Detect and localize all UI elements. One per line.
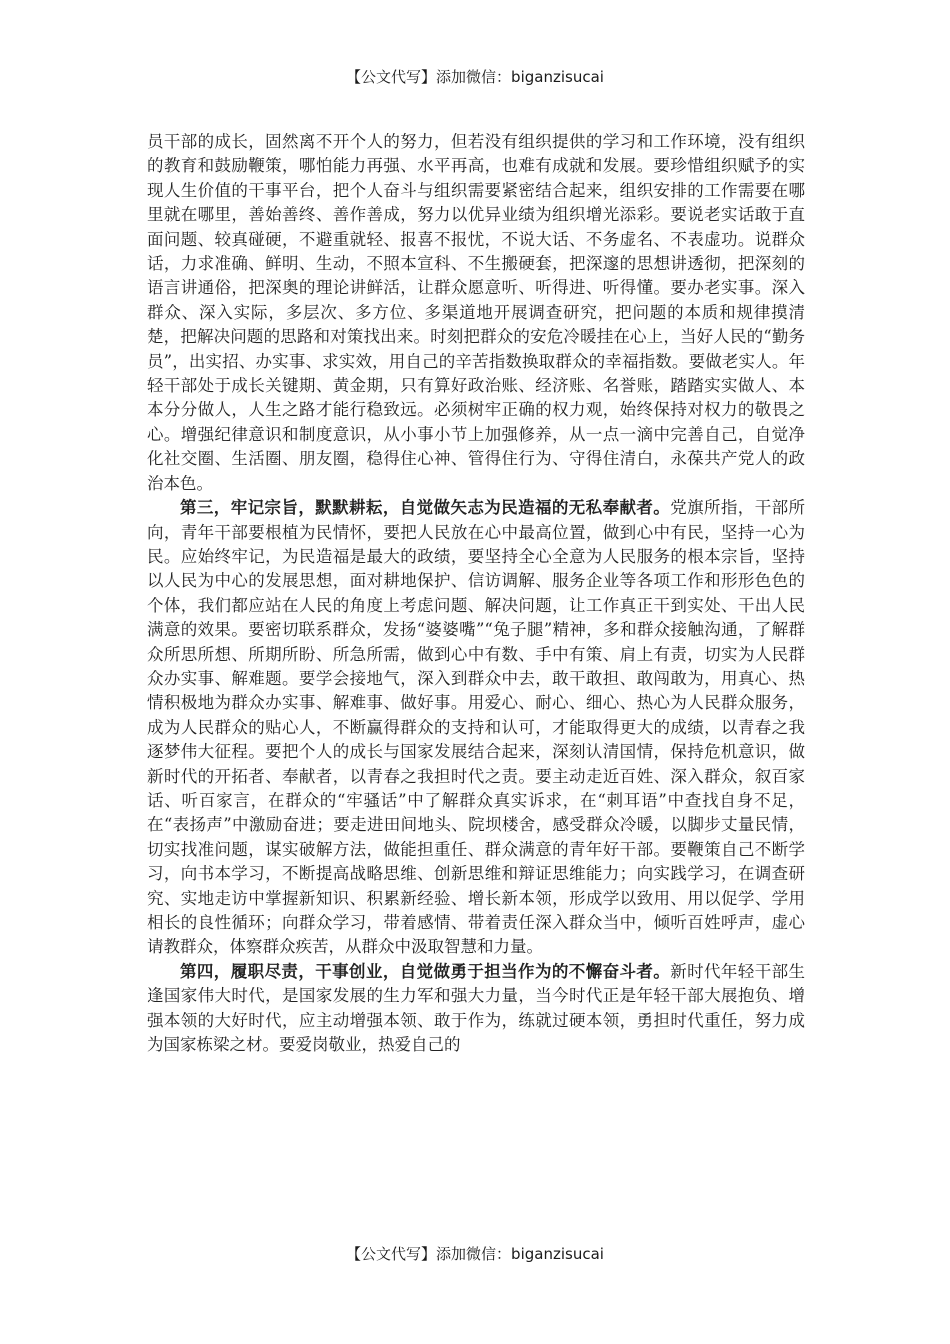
- paragraph-continued: 员干部的成长，固然离不开个人的努力，但若没有组织提供的学习和工作环境，没有组织的教育和鼓励鞭策，哪怕能力再强、水平再高，也难有成就和发展。要珍惜组织赋予的实现人生价值的干事平台，把个人奋斗与组织需要紧密结合起来，组织安排的工作需要在哪里就在哪里，善始善终、善作善成，努力以优异业绩为组织增光添彩。要说老实话敢于直面问题、较真碰硬，不避重就轻、报喜不报忧，不说大话、不务虚名、不表虚功。说群众话，力求准确、鲜明、生动，不照本宣科、不生搬硬套，把深邃的思想讲透彻，把深刻的语言讲通俗，把深奥的理论讲鲜活，让群众愿意听、听得进、听得懂。要办老实事。深入群众、深入实际，多层次、多方位、多渠道地开展调查研究，把问题的本质和规律摸清楚，把解决问题的思路和对策找出来。时刻把群众的安危冷暖挂在心上，当好人民的“勤务员”，出实招、办实事、求实效，用自己的辛苦指数换取群众的幸福指数。要做老实人。年轻干部处于成长关键期、黄金期，只有算好政治账、经济账、名誉账，踏踏实实做人、本本分分做人，人生之路才能行稳致远。必须树牢正确的权力观，始终保持对权力的敬畏之心。增强纪律意识和制度意识，从小事小节上加强修养，从一点一滴中完善自己，自觉净化社交圈、生活圈、朋友圈，稳得住心神、管得住行为、守得住清白，永葆共产党人的政治本色。: [147, 132, 805, 493]
- paragraph-heading: 第三，牢记宗旨，默默耕耘，自觉做矢志为民造福的无私奉献者。: [180, 498, 671, 518]
- page-header: 【公文代写】添加微信：biganzisucai: [346, 68, 604, 86]
- paragraph-text: 新时代年轻干部生逢国家伟大时代，是国家发展的生力军和强大力量，当今时代正是年轻干部大展抱负、增强本领的大好时代，应主动增强本领、敢于作为，练就过硬本领，勇担时代重任，努力成为国家栋梁之材。要爱岗敬业，热爱自己的: [147, 961, 806, 1055]
- page-footer: 【公文代写】添加微信：biganzisucai: [346, 1245, 604, 1263]
- document-body: [147, 130, 805, 1057]
- paragraph-third-point: [147, 496, 805, 960]
- paragraph-heading: 第四，履职尽责，干事创业，自觉做勇于担当作为的不懈奋斗者。: [180, 961, 671, 981]
- paragraph-text: 党旗所指，干部所向，青年干部要根植为民情怀，要把人民放在心中最高位置，做到心中有民，坚持一心为民。应始终牢记，为民造福是最大的政绩，要坚持全心全意为人民服务的根本宗旨，坚持以人民为中心的发展思想，面对耕地保护、信访调解、服务企业等各项工作和形形色色的个体，我们都应站在人民的角度上考虑问题、解决问题，让工作真正干到实处、干出人民满意的效果。要密切联系群众，发扬“婆婆嘴”“兔子腿”精神，多和群众接触沟通，了解群众所思所想、所期所盼、所急所需，做到心中有数、手中有策、肩上有责，切实为人民群众办实事、解难题。要学会接地气，深入到群众中去，敢干敢担、敢闯敢为，用真心、热情积极地为群众办实事、解难事、做好事。用爱心、耐心、细心、热心为人民群众服务，成为人民群众的贴心人，不断赢得群众的支持和认可，才能取得更大的成绩，以青春之我逐梦伟大征程。要把个人的成长与国家发展结合起来，深刻认清国情，保持危机意识，做新时代的开拓者、奉献者，以青春之我担时代之责。要主动走近百姓、深入群众，叙百家话、听百家言，在群众的“牢骚话”中了解群众真实诉求，在“刺耳语”中查找自身不足，在“表扬声”中激励奋进；要走进田间地头、院坝楼舍，感受群众冷暖，以脚步丈量民情，切实找准问题，谋实破解方法，做能担重任、群众满意的青年好干部。要鞭策自己不断学习，向书本学习，不断提高战略思维、创新思维和辩证思维能力；向实践学习，在调查研究、实地走访中掌握新知识、积累新经验、增长新本领，形成学以致用、用以促学、学用相长的良性循环；向群众学习，带着感情、带着责任深入群众当中，倾听百姓呼声，虚心请教群众，体察群众疾苦，从群众中汲取智慧和力量。: [147, 498, 806, 957]
- paragraph-fourth-point: [147, 960, 805, 1058]
